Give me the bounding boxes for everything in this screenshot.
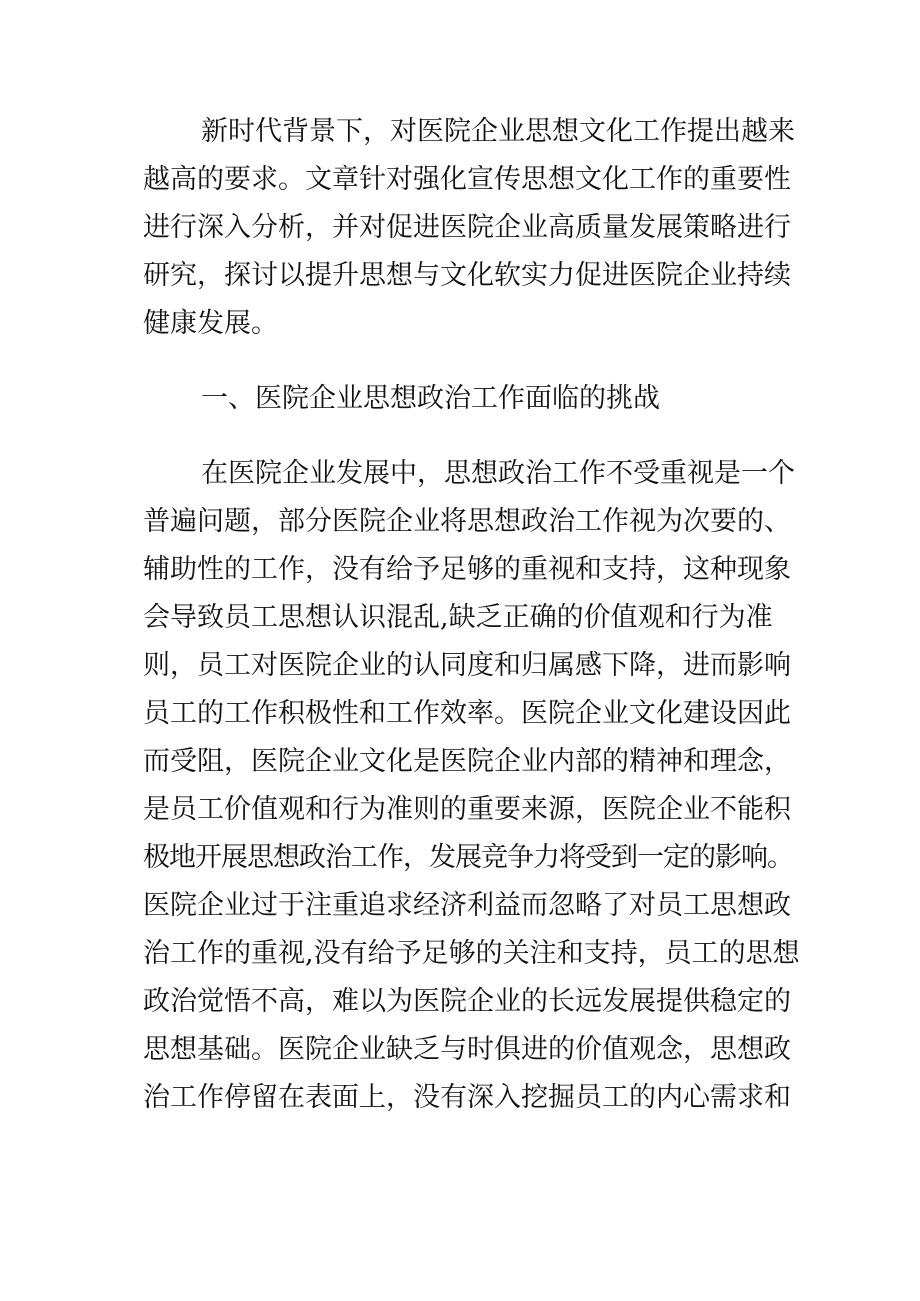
intro-line: 健康发展。 bbox=[143, 308, 278, 339]
body-line: 治工作停留在表面上，没有深入挖掘员工的内心需求和 bbox=[143, 1082, 791, 1113]
intro-line: 越高的要求。文章针对强化宣传思想文化工作的重要性 bbox=[143, 164, 791, 195]
body-line: 在医院企业发展中，思想政治工作不受重视是一个 bbox=[201, 458, 795, 489]
intro-paragraph bbox=[143, 108, 793, 348]
body-line: 政治觉悟不高，难以为医院企业的长远发展提供稳定的 bbox=[143, 986, 791, 1017]
section-heading: 一、医院企业思想政治工作面临的挑战 bbox=[201, 383, 660, 414]
intro-line: 研究，探讨以提升思想与文化软实力促进医院企业持续 bbox=[143, 260, 791, 291]
body-line: 员工的工作积极性和工作效率。医院企业文化建设因此 bbox=[143, 698, 791, 729]
body-line: 治工作的重视,没有给予足够的关注和支持，员工的思想 bbox=[143, 938, 800, 969]
body-line: 普遍问题，部分医院企业将思想政治工作视为次要的、 bbox=[143, 506, 791, 537]
body-line: 辅助性的工作，没有给予足够的重视和支持，这种现象 bbox=[143, 554, 791, 585]
body-line: 思想基础。医院企业缺乏与时俱进的价值观念，思想政 bbox=[143, 1034, 791, 1065]
body-paragraph bbox=[143, 450, 800, 1122]
body-line: 而受阻，医院企业文化是医院企业内部的精神和理念， bbox=[143, 746, 791, 777]
intro-line: 新时代背景下，对医院企业思想文化工作提出越来 bbox=[201, 116, 795, 147]
section-heading-block bbox=[143, 375, 793, 423]
body-line: 则，员工对医院企业的认同度和归属感下降，进而影响 bbox=[143, 650, 791, 681]
body-line: 极地开展思想政治工作，发展竞争力将受到一定的影响。 bbox=[143, 842, 793, 873]
body-line: 医院企业过于注重追求经济利益而忽略了对员工思想政 bbox=[143, 890, 791, 921]
intro-line: 进行深入分析，并对促进医院企业高质量发展策略进行 bbox=[143, 212, 791, 243]
body-line: 会导致员工思想认识混乱,缺乏正确的价值观和行为准 bbox=[143, 602, 773, 633]
body-line: 是员工价值观和行为准则的重要来源，医院企业不能积 bbox=[143, 794, 791, 825]
